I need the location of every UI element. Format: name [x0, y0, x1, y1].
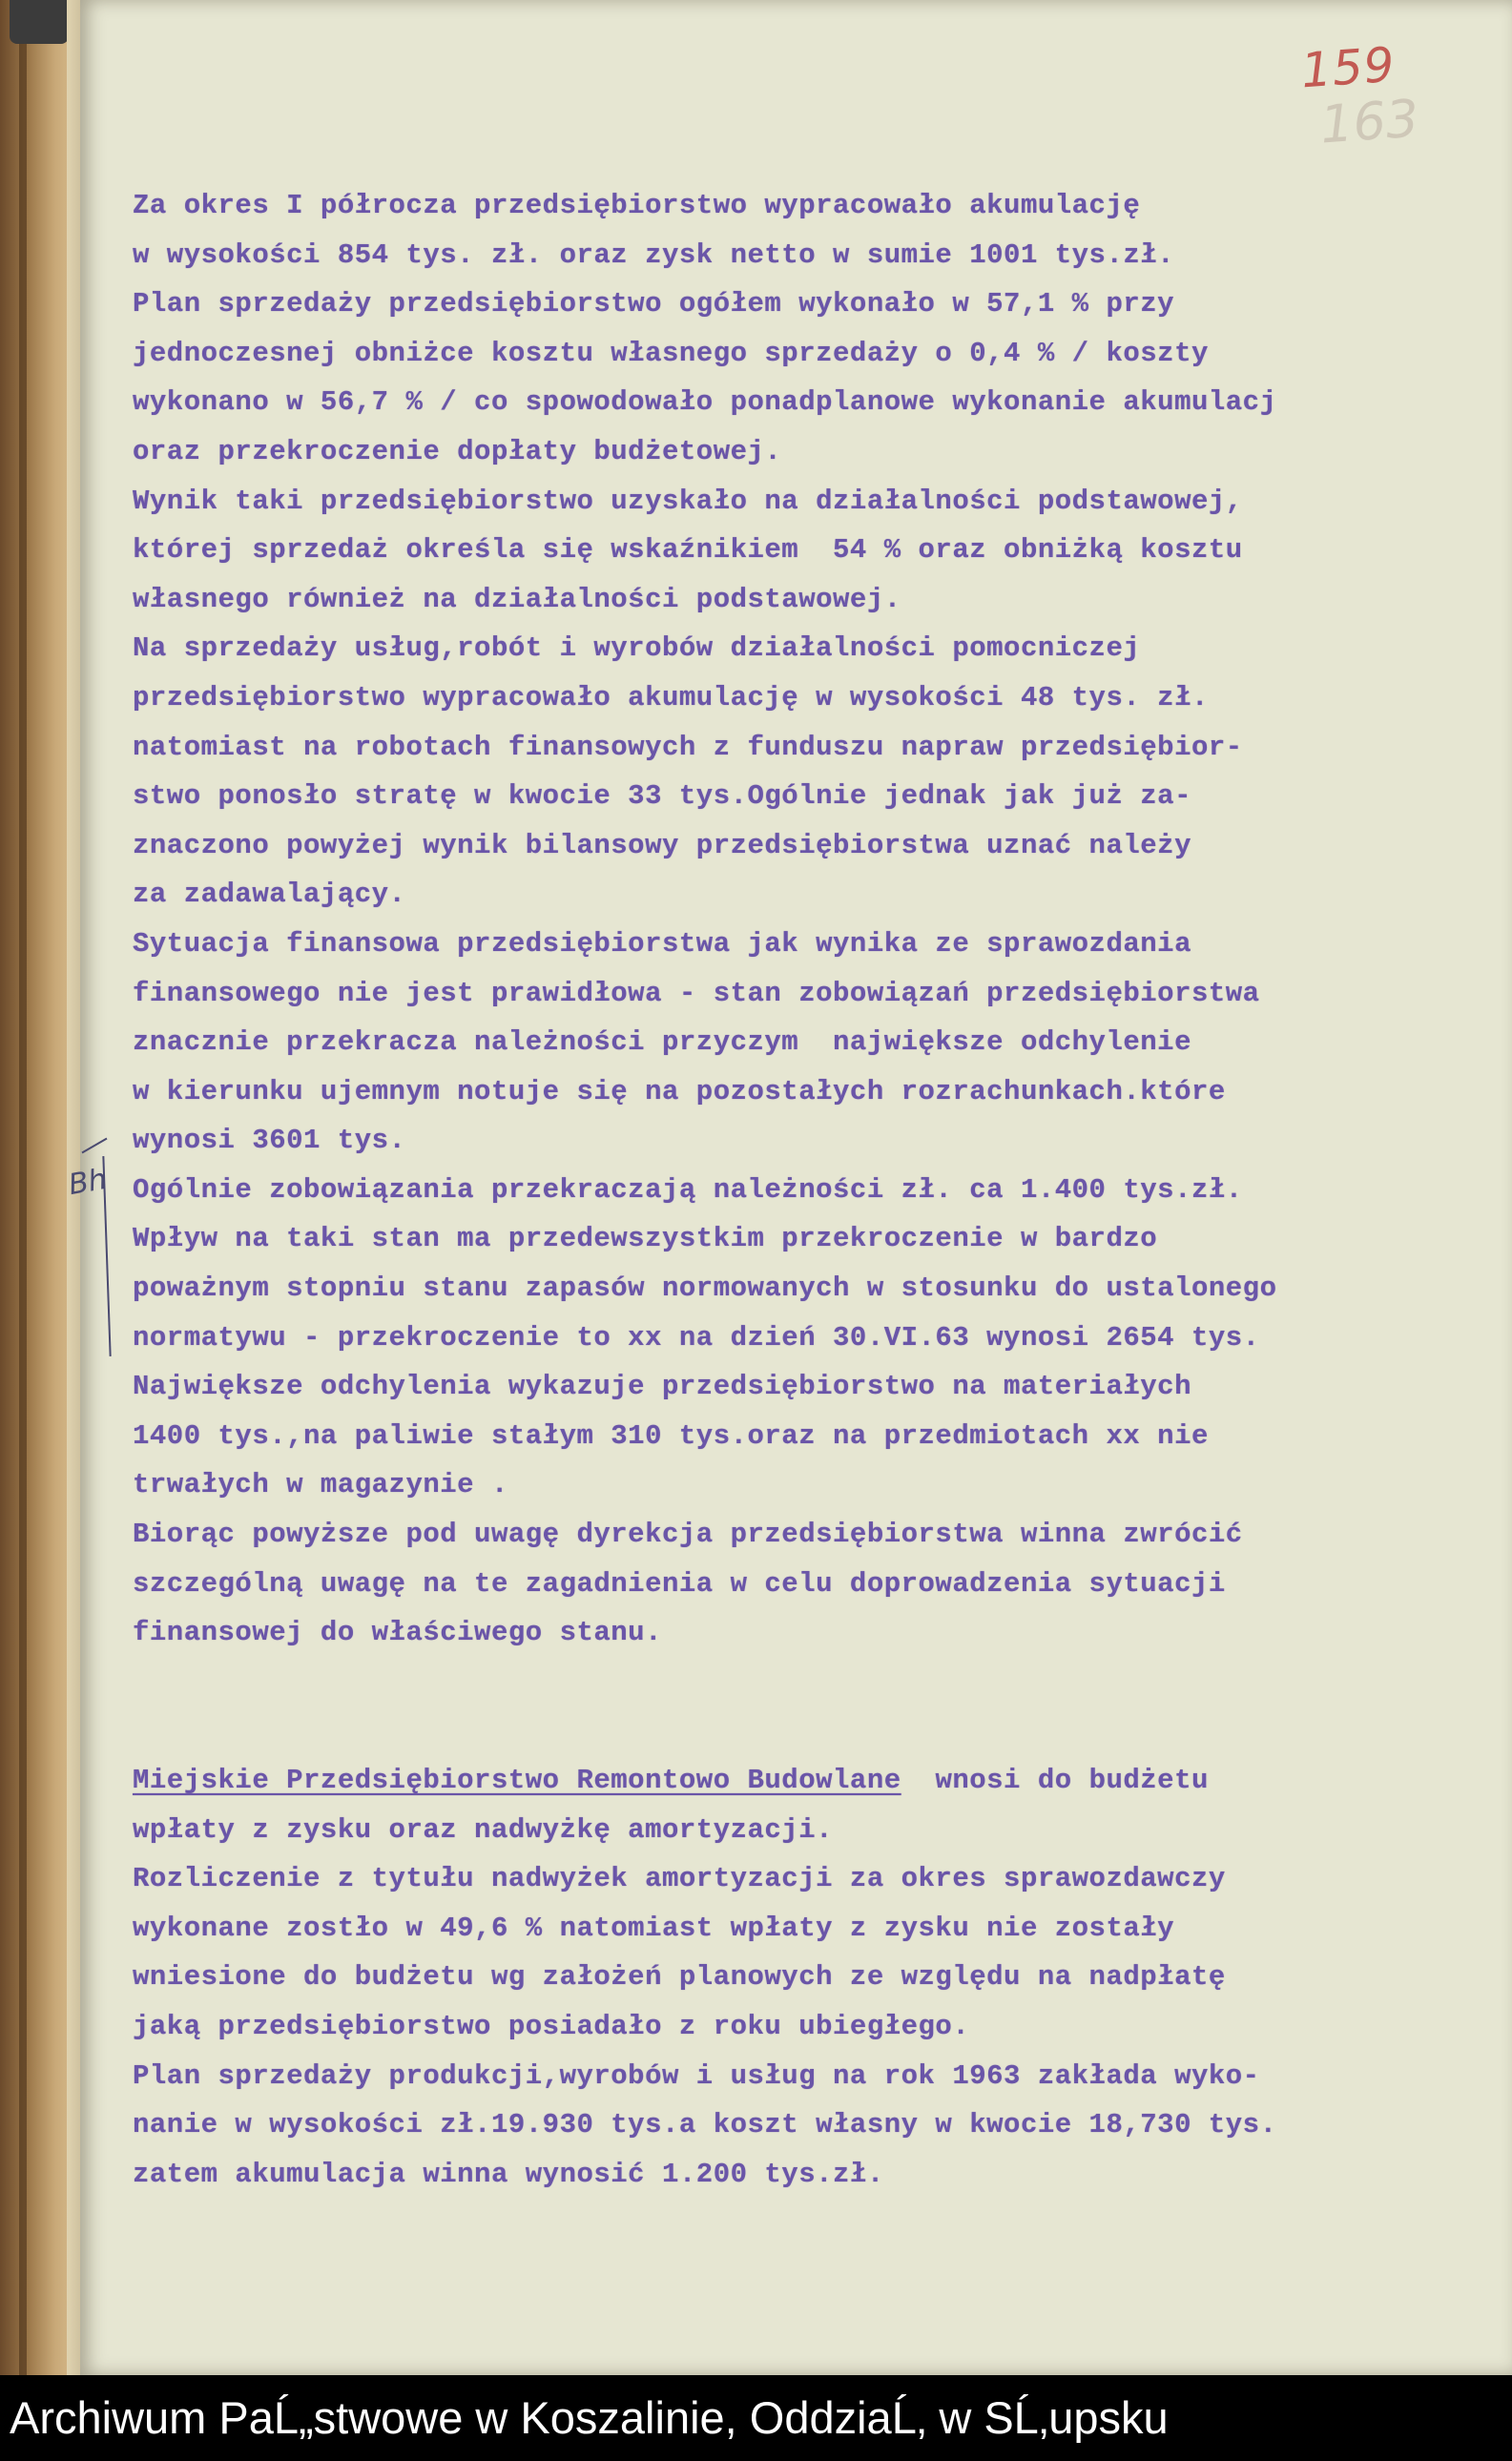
- text-line: szczególną uwagę na te zagadnienia w celu doprowadzenia sytuacji: [133, 1567, 1226, 1600]
- text-line: jednoczesnej obniżce kosztu własnego sprzedaży o 0,4 % / koszty: [133, 337, 1209, 369]
- text-line: znaczono powyżej wynik bilansowy przedsiębiorstwa uznać należy: [133, 829, 1191, 861]
- text-line: nanie w wysokości zł.19.930 tys.a koszt własny w kwocie 18,730 tys.: [133, 2109, 1277, 2141]
- folio-number: 159: [1299, 36, 1398, 99]
- text-line: Plan sprzedaży przedsiębiorstwo ogółem wykonało w 57,1 % przy: [133, 288, 1175, 321]
- text-line: Największe odchylenia wykazuje przedsiębiorstwo na materiałych: [133, 1371, 1191, 1403]
- text-line: Ogólnie zobowiązania przekraczają należności zł. ca 1.400 tys.zł.: [133, 1173, 1243, 1206]
- text-line: stwo ponosło stratę w kwocie 33 tys.Ogólnie jednak jak już za-: [133, 780, 1191, 813]
- text-line: [133, 1658, 1506, 1707]
- text-line: Wynik taki przedsiębiorstwo uzyskało na działalności podstawowej,: [133, 485, 1243, 517]
- text-line: Rozliczenie z tytułu nadwyżek amortyzacji za okres sprawozdawczy: [133, 1863, 1226, 1895]
- text-line: za zadawalający.: [133, 879, 406, 911]
- binder-clip: [10, 0, 69, 44]
- document-page: [66, 0, 1512, 2375]
- text-line: jaką przedsiębiorstwo posiadało z roku ubiegłego.: [133, 2010, 970, 2042]
- text-line: przedsiębiorstwo wypracowało akumulację w wysokości 48 tys. zł.: [133, 681, 1209, 713]
- margin-handwritten-note: Bh: [66, 1162, 110, 1203]
- text-line: natomiast na robotach finansowych z funduszu napraw przedsiębior-: [133, 731, 1243, 763]
- text-line: 1400 tys.,na paliwie stałym 310 tys.oraz na przedmiotach xx nie: [133, 1419, 1209, 1452]
- text-line: Na sprzedaży usług,robót i wyrobów działalności pomocniczej: [133, 632, 1141, 665]
- text-line: Sytuacja finansowa przedsiębiorstwa jak wynika ze sprawozdania: [133, 927, 1191, 960]
- text-line: [133, 1706, 1506, 1756]
- text-line: finansowej do właściwego stanu.: [133, 1617, 662, 1649]
- text-line: własnego również na działalności podstawowej.: [133, 583, 901, 615]
- text-line: wpłaty z zysku oraz nadwyżkę amortyzacji.: [133, 1813, 834, 1846]
- text-line: Plan sprzedaży produkcji,wyrobów i usług na rok 1963 zakłada wyko-: [133, 2059, 1260, 2092]
- text-line: wykonano w 56,7 % / co spowodowało ponadplanowe wykonanie akumulacj: [133, 386, 1277, 419]
- text-line: finansowego nie jest prawidłowa - stan zobowiązań przedsiębiorstwa: [133, 977, 1260, 1009]
- typed-text-body: [133, 181, 1506, 2199]
- text-line: której sprzedaż określa się wskaźnikiem 54 % oraz obniżką kosztu: [133, 534, 1243, 567]
- text-line: oraz przekroczenie dopłaty budżetowej.: [133, 435, 782, 467]
- text-line: Wpływ na taki stan ma przedewszystkim przekroczenie w bardzo: [133, 1223, 1158, 1255]
- text-line: znacznie przekracza należności przyczym największe odchylenie: [133, 1026, 1191, 1059]
- text-line: Miejskie Przedsiębiorstwo Remontowo Budowlane wnosi do budżetu: [133, 1765, 1209, 1796]
- text-line: Biorąc powyższe pod uwagę dyrekcja przedsiębiorstwa winna zwrócić: [133, 1519, 1243, 1551]
- archive-caption-footer: Archiwum PaĹ„stwowe w Koszalinie, OddziaĹ‚ w SĹ‚upsku: [0, 2375, 1512, 2461]
- folio-number-old: 163: [1317, 88, 1421, 155]
- margin-tick-mark: [82, 1138, 108, 1154]
- text-line: normatywu - przekroczenie to xx na dzień 30.VI.63 wynosi 2654 tys.: [133, 1321, 1260, 1354]
- text-line: trwałych w magazynie .: [133, 1469, 508, 1501]
- text-line: Za okres I półrocza przedsiębiorstwo wypracowało akumulację: [133, 190, 1141, 221]
- text-line: poważnym stopniu stanu zapasów normowanych w stosunku do ustalonego: [133, 1272, 1277, 1305]
- text-line: wykonane zostło w 49,6 % natomiast wpłaty z zysku nie zostały: [133, 1912, 1175, 1944]
- binding-edge: [19, 0, 27, 2375]
- text-line: wniesione do budżetu wg założeń planowych ze względu na nadpłatę: [133, 1961, 1226, 1994]
- text-line: zatem akumulacja winna wynosić 1.200 tys.zł.: [133, 2158, 884, 2190]
- text-line: w kierunku ujemnym notuje się na pozostałych rozrachunkach.które: [133, 1075, 1226, 1107]
- text-line: w wysokości 854 tys. zł. oraz zysk netto w sumie 1001 tys.zł.: [133, 238, 1175, 271]
- text-line: wynosi 3601 tys.: [133, 1125, 406, 1157]
